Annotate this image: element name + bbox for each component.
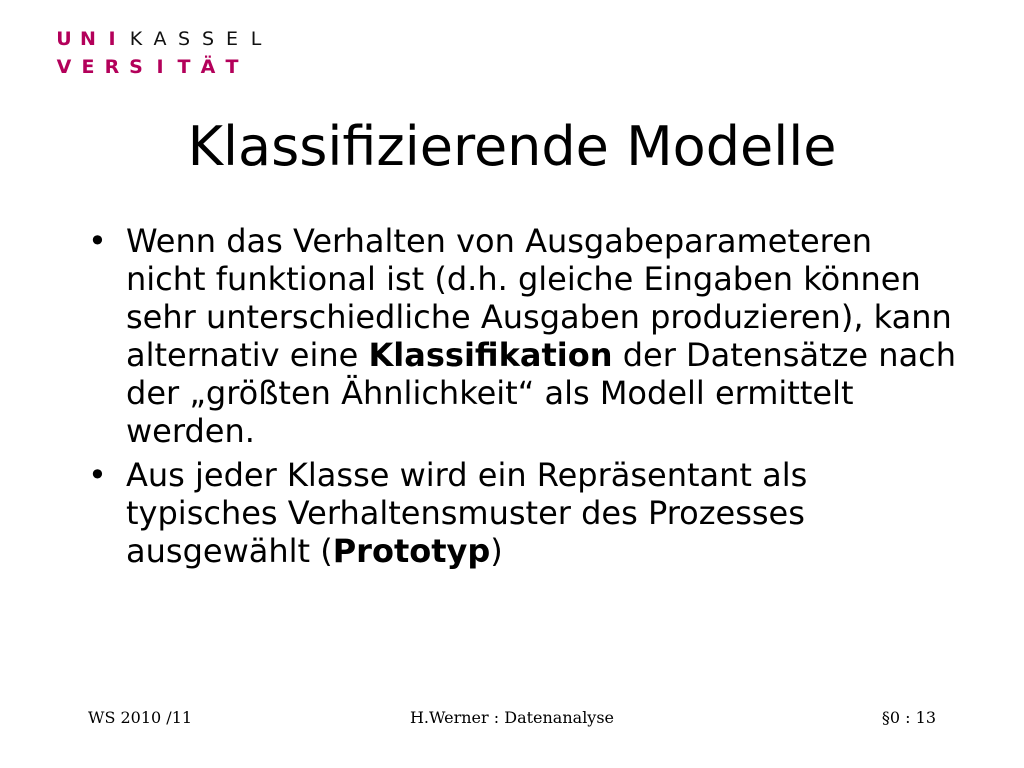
logo-letter: T xyxy=(225,56,239,78)
bullet-item xyxy=(88,456,958,570)
bullet-icon: • xyxy=(88,456,107,494)
logo-letter: E xyxy=(225,28,238,50)
logo-row-bottom xyxy=(52,56,244,78)
bullet-icon: • xyxy=(88,222,107,260)
logo-letter: I xyxy=(108,28,116,50)
logo-letter: L xyxy=(250,28,262,50)
slide-footer xyxy=(0,706,1024,730)
logo-letter: V xyxy=(56,56,72,78)
logo-letter: T xyxy=(177,56,191,78)
logo-letter: R xyxy=(104,56,120,78)
footer-semester: WS 2010 /11 xyxy=(88,708,193,727)
logo-letter: E xyxy=(81,56,95,78)
bullet-emphasis: Prototyp xyxy=(332,532,491,570)
bullet-list xyxy=(88,222,958,576)
bullet-item xyxy=(88,222,958,450)
logo-letter: S xyxy=(177,28,191,50)
bullet-text: ) xyxy=(490,532,503,570)
footer-course: H.Werner : Datenanalyse xyxy=(409,708,615,727)
logo-letter: Ä xyxy=(200,56,216,78)
logo-letter: S xyxy=(201,28,215,50)
logo-letter: N xyxy=(80,28,96,50)
bullet-emphasis: Klassifikation xyxy=(368,336,613,374)
logo-letter: K xyxy=(129,28,143,50)
bullet-text: Aus jeder Klasse wird ein Repräsentant als typisches Verhaltensmuster des Prozesses ausgewählt ( xyxy=(126,456,808,570)
logo-row-top xyxy=(52,28,268,50)
uni-kassel-logo xyxy=(52,28,302,80)
logo-letter: I xyxy=(156,56,164,78)
bullet-text: der Datensätze nach der „größten Ähnlichkeit“ als Modell ermittelt werden. xyxy=(126,336,957,450)
footer-page-number: §0 : 13 xyxy=(881,708,936,727)
logo-letter: A xyxy=(153,28,167,50)
bullet-text: Wenn das Verhalten von Ausgabeparameteren nicht funktional ist (d.h. gleiche Eingaben können sehr unterschiedliche Ausgaben produzieren), kann alternativ eine xyxy=(126,222,952,374)
slide-title: Klassifizierende Modelle xyxy=(187,115,837,178)
logo-letter: S xyxy=(129,56,143,78)
logo-letter: U xyxy=(56,28,72,50)
